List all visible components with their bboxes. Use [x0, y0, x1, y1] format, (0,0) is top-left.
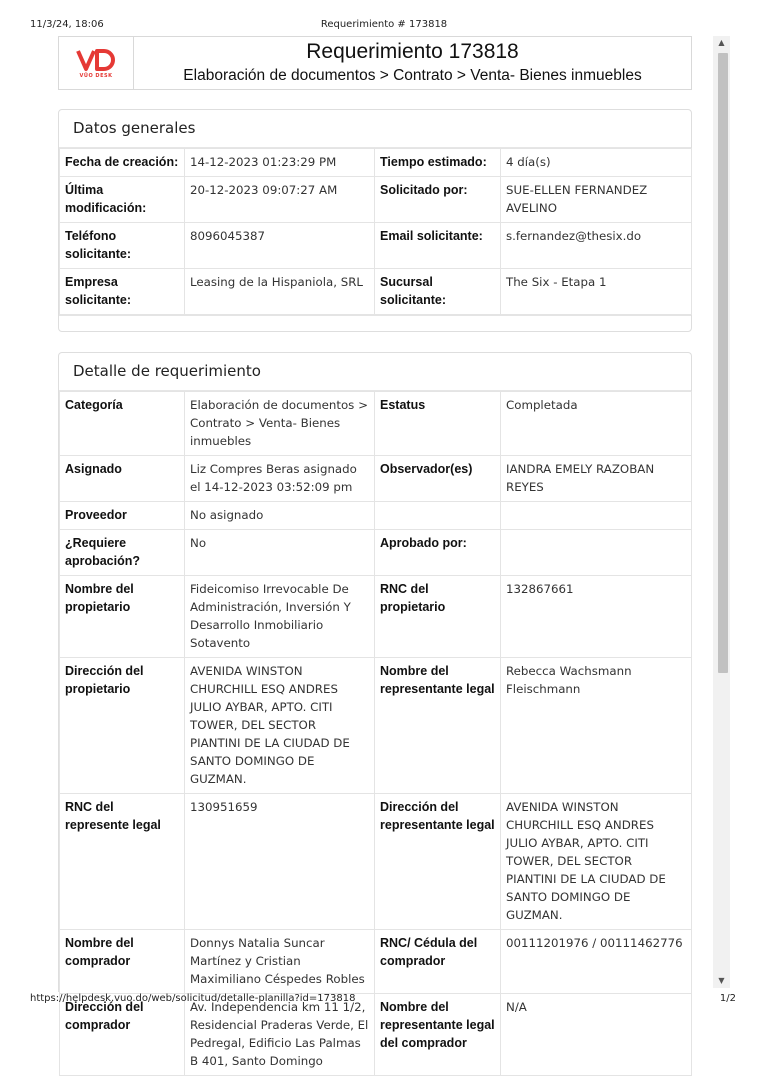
field-label: Proveedor [60, 502, 185, 530]
field-value: Donnys Natalia Suncar Martínez y Cristian Maximiliano Céspedes Robles [185, 930, 375, 994]
vuo-desk-logo [59, 37, 134, 89]
print-url: https://helpdesk.vuo.do/web/solicitud/detalle-planilla?id=173818 [30, 993, 356, 1004]
field-label: Categoría [60, 392, 185, 456]
field-value: Liz Compres Beras asignado el 14-12-2023 03:52:09 pm [185, 456, 375, 502]
field-label: Nombre del propietario [60, 576, 185, 658]
field-value [501, 530, 692, 576]
print-page-count: 1/2 [719, 993, 736, 1004]
field-value: 20-12-2023 09:07:27 AM [185, 177, 375, 223]
table-row [60, 269, 692, 315]
field-value: No [185, 530, 375, 576]
request-detail-title: Detalle de requerimiento [59, 353, 691, 391]
field-label [375, 502, 501, 530]
field-value: AVENIDA WINSTON CHURCHILL ESQ ANDRES JULIO AYBAR, APTO. CITI TOWER, DEL SECTOR PIANTINI DE LA CIUDAD DE SANTO DOMINGO DE GUZMAN. [501, 794, 692, 930]
field-label: Email solicitante: [375, 223, 501, 269]
scroll-up-arrow-icon[interactable]: ▲ [718, 38, 725, 47]
page-subtitle: Elaboración de documentos > Contrato > Venta- Bienes inmuebles [183, 67, 642, 84]
field-value: No asignado [185, 502, 375, 530]
field-value: N/A [501, 994, 692, 1076]
title-cell [134, 37, 691, 89]
field-label: Empresa solicitante: [60, 269, 185, 315]
field-label: Teléfono solicitante: [60, 223, 185, 269]
vertical-scrollbar[interactable] [713, 36, 730, 988]
title-box [58, 36, 692, 90]
table-row [60, 177, 692, 223]
field-value: Fideicomiso Irrevocable De Administración, Inversión Y Desarrollo Inmobiliario Sotavento [185, 576, 375, 658]
field-label: Estatus [375, 392, 501, 456]
field-label: Observador(es) [375, 456, 501, 502]
field-label: Dirección del representante legal [375, 794, 501, 930]
field-value: AVENIDA WINSTON CHURCHILL ESQ ANDRES JULIO AYBAR, APTO. CITI TOWER, DEL SECTOR PIANTINI DE LA CIUDAD DE SANTO DOMINGO DE GUZMAN. [185, 658, 375, 794]
table-row [60, 658, 692, 794]
print-doc-title: Requerimiento # 173818 [320, 19, 448, 30]
field-label: Nombre del representante legal [375, 658, 501, 794]
field-value: Av. Independencia km 11 1/2, Residencial Praderas Verde, El Pedregal, Edificio Las Palmas B 401, Santo Domingo [185, 994, 375, 1076]
table-row [60, 930, 692, 994]
print-footer [0, 993, 768, 1007]
field-value: IANDRA EMELY RAZOBAN REYES [501, 456, 692, 502]
table-row [60, 794, 692, 930]
field-value: 130951659 [185, 794, 375, 930]
field-value: Leasing de la Hispaniola, SRL [185, 269, 375, 315]
card-footer-spacer [59, 315, 691, 333]
scroll-down-arrow-icon[interactable]: ▼ [718, 976, 725, 985]
field-label: Nombre del representante legal del comprador [375, 994, 501, 1076]
field-label: Nombre del comprador [60, 930, 185, 994]
field-label: Tiempo estimado: [375, 149, 501, 177]
field-label: ¿Requiere aprobación? [60, 530, 185, 576]
logo-mark-icon [76, 48, 116, 72]
field-label: Asignado [60, 456, 185, 502]
field-label: RNC del propietario [375, 576, 501, 658]
field-label: Sucursal solicitante: [375, 269, 501, 315]
general-data-table [59, 148, 692, 315]
table-row [60, 456, 692, 502]
field-label: Dirección del comprador [60, 994, 185, 1076]
table-row [60, 149, 692, 177]
scrollbar-thumb[interactable] [718, 53, 728, 673]
field-label: Fecha de creación: [60, 149, 185, 177]
field-label: Última modificación: [60, 177, 185, 223]
general-data-card [58, 109, 692, 332]
print-datetime: 11/3/24, 18:06 [30, 19, 104, 30]
field-value: The Six - Etapa 1 [501, 269, 692, 315]
field-value: Elaboración de documentos > Contrato > Venta- Bienes inmuebles [185, 392, 375, 456]
logo-subtext: VŪO DESK [79, 72, 113, 79]
field-label: Aprobado por: [375, 530, 501, 576]
page-title: Requerimiento 173818 [306, 40, 519, 63]
table-row [60, 530, 692, 576]
table-row [60, 392, 692, 456]
general-data-title: Datos generales [59, 110, 691, 148]
field-value: 4 día(s) [501, 149, 692, 177]
field-value: Completada [501, 392, 692, 456]
table-row [60, 223, 692, 269]
field-value: s.fernandez@thesix.do [501, 223, 692, 269]
field-label: RNC/ Cédula del comprador [375, 930, 501, 994]
field-value: 00111201976 / 00111462776 [501, 930, 692, 994]
print-header [0, 0, 768, 34]
request-detail-table [59, 391, 692, 1076]
field-value: 132867661 [501, 576, 692, 658]
field-label: RNC del represente legal [60, 794, 185, 930]
field-value: Rebecca Wachsmann Fleischmann [501, 658, 692, 794]
field-value: 8096045387 [185, 223, 375, 269]
table-row [60, 502, 692, 530]
field-value [501, 502, 692, 530]
table-row [60, 576, 692, 658]
field-label: Solicitado por: [375, 177, 501, 223]
field-value: 14-12-2023 01:23:29 PM [185, 149, 375, 177]
field-value: SUE-ELLEN FERNANDEZ AVELINO [501, 177, 692, 223]
field-label: Dirección del propietario [60, 658, 185, 794]
